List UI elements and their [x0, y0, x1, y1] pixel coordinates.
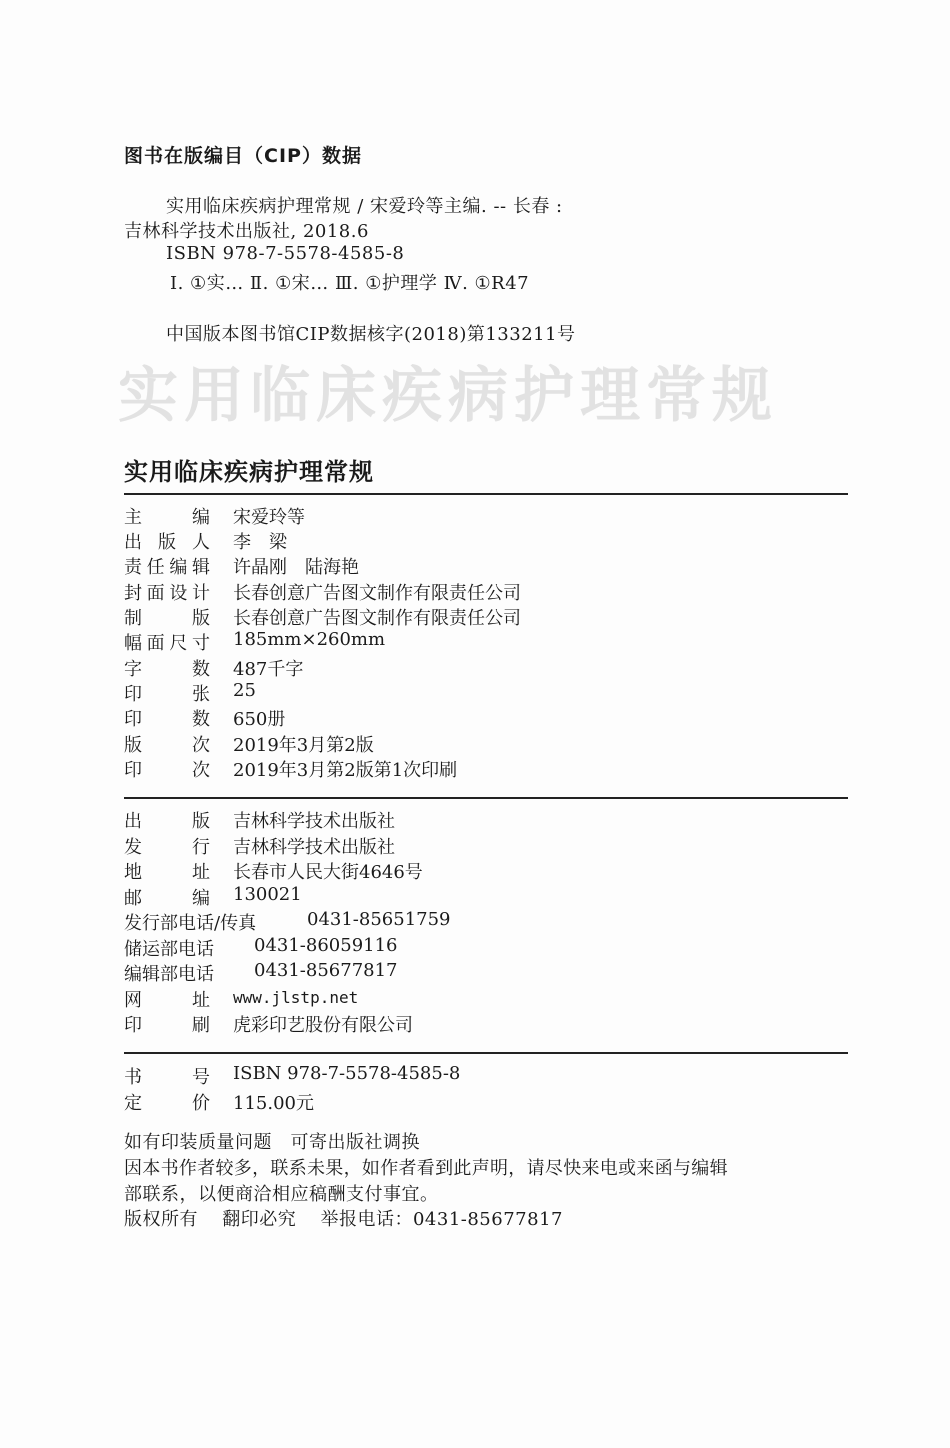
cip-classification: Ⅰ. ①实… Ⅱ. ①宋… Ⅲ. ①护理学 Ⅳ. ①R47 [170, 273, 530, 294]
publishing-label: 地址 [124, 862, 210, 883]
authors-notice-line-1: 因本书作者较多，联系未果，如作者看到此声明，请尽快来电或来函与编辑 [124, 1158, 728, 1179]
publishing-value: 0431-86059116 [254, 935, 398, 956]
title-divider [124, 493, 848, 495]
report-label: 举报电话： [320, 1209, 413, 1230]
credit-value: 宋爱玲等 [233, 507, 305, 528]
pricing-value: ISBN 978-7-5578-4585-8 [233, 1063, 461, 1084]
credit-value: 许晶刚 陆海艳 [233, 557, 359, 578]
credit-label: 印数 [124, 709, 210, 730]
credit-value: 25 [233, 680, 256, 701]
publishing-label: 发行 [124, 837, 210, 858]
credit-value: 2019年3月第2版第1次印刷 [233, 760, 458, 781]
credit-label: 版次 [124, 735, 210, 756]
anti-piracy-label: 翻印必究 [222, 1209, 297, 1230]
pricing-label: 书号 [124, 1067, 210, 1088]
credit-label: 责任编辑 [124, 557, 210, 578]
credit-value: 长春创意广告图文制作有限责任公司 [233, 608, 521, 629]
cip-line-2: 吉林科学技术出版社, 2018.6 [124, 221, 369, 242]
publishing-label: 发行部电话/传真 [124, 913, 257, 934]
publishing-label: 邮编 [124, 888, 210, 909]
authors-notice-line-2: 部联系，以便商洽相应稿酬支付事宜。 [124, 1184, 439, 1205]
credits-divider [124, 797, 848, 799]
quality-notice: 如有印装质量问题 可寄出版社调换 [124, 1132, 420, 1153]
pricing-value: 115.00元 [233, 1093, 314, 1114]
publishing-label: 出版 [124, 811, 210, 832]
publishing-label: 储运部电话 [124, 939, 214, 960]
credit-label: 主编 [124, 507, 210, 528]
copyright-label: 版权所有 [124, 1209, 198, 1230]
pricing-label: 定价 [124, 1093, 210, 1114]
cip-isbn: ISBN 978-7-5578-4585-8 [166, 243, 405, 264]
publishing-value: 吉林科学技术出版社 [233, 837, 395, 858]
book-title: 实用临床疾病护理常规 [124, 458, 374, 486]
publishing-label: 印刷 [124, 1015, 210, 1036]
credit-label: 印次 [124, 760, 210, 781]
publishing-label: 编辑部电话 [124, 964, 214, 985]
credit-label: 印张 [124, 684, 210, 705]
publishing-value: www.jlstp.net [233, 988, 359, 1007]
publishing-value: 0431-85651759 [307, 909, 451, 930]
publishing-divider [124, 1052, 848, 1054]
publishing-value: 130021 [233, 884, 302, 905]
publishing-value: 虎彩印艺股份有限公司 [233, 1015, 413, 1036]
credit-value: 650册 [233, 709, 286, 730]
publishing-label: 网址 [124, 990, 210, 1011]
bleed-through-title: 实用临床疾病护理常规 [118, 361, 778, 431]
credit-label: 字数 [124, 659, 210, 680]
cip-heading: 图书在版编目（CIP）数据 [124, 145, 362, 167]
copyright-line [124, 1205, 563, 1231]
credit-value: 长春创意广告图文制作有限责任公司 [233, 583, 521, 604]
credit-label: 制版 [124, 608, 210, 629]
report-phone: 0431-85677817 [412, 1209, 563, 1230]
cip-line-1: 实用临床疾病护理常规 / 宋爱玲等主编. -- 长春 : [166, 196, 563, 217]
credit-value: 487千字 [233, 659, 304, 680]
credit-label: 出版人 [124, 532, 210, 553]
credit-value: 2019年3月第2版 [233, 735, 374, 756]
publishing-value: 长春市人民大街4646号 [233, 862, 423, 883]
publishing-value: 吉林科学技术出版社 [233, 811, 395, 832]
credit-label: 封面设计 [124, 583, 210, 604]
cip-number: 中国版本图书馆CIP数据核字(2018)第133211号 [166, 324, 576, 345]
credit-value: 185mm×260mm [233, 629, 386, 650]
publishing-value: 0431-85677817 [254, 960, 398, 981]
credit-label: 幅面尺寸 [124, 633, 210, 654]
credit-value: 李 梁 [233, 532, 287, 553]
